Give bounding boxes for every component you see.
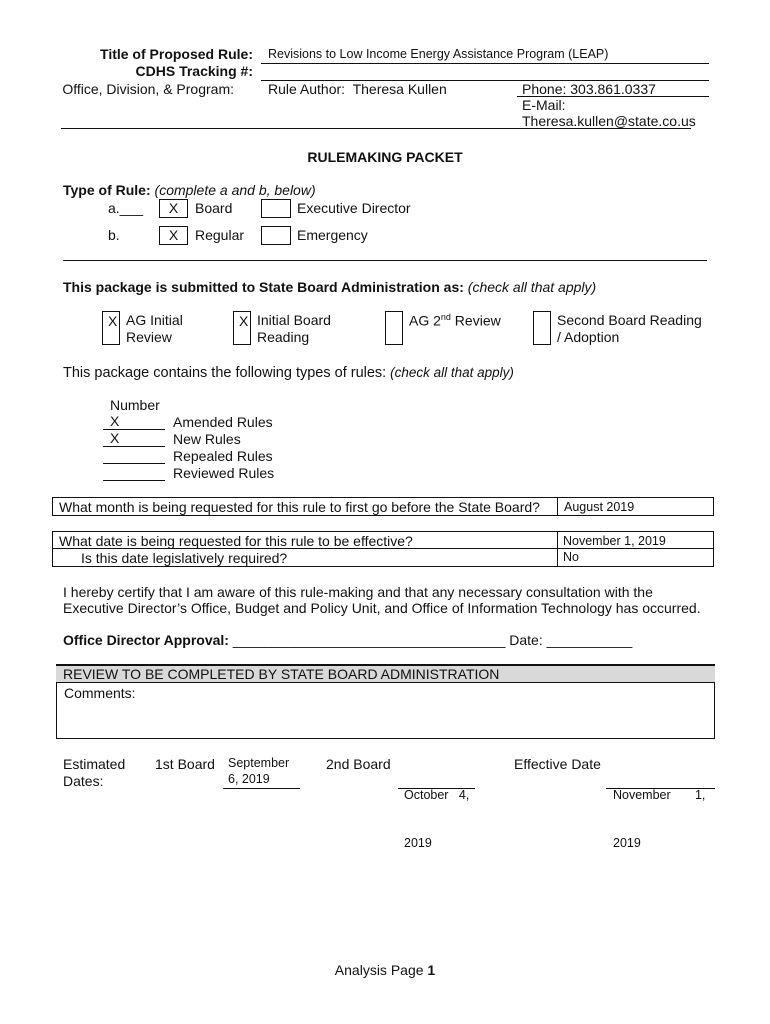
review-header-bar <box>56 664 715 682</box>
type-divider <box>63 260 707 261</box>
first-board-label: 1st Board <box>155 756 215 772</box>
estimated-dates-label <box>63 756 125 790</box>
review-header: REVIEW TO BE COMPLETED BY STATE BOARD ADMINISTRATION <box>63 666 500 682</box>
reviewed-count[interactable] <box>103 464 165 481</box>
reviewed-label: Reviewed Rules <box>173 465 275 481</box>
ag2-sup: nd <box>440 312 451 322</box>
comments-label: Comments: <box>64 685 136 701</box>
phone-field <box>522 81 656 97</box>
ag2-suffix: Review <box>450 312 501 329</box>
second-board-label <box>557 312 702 346</box>
header-divider <box>61 128 691 129</box>
effective-line1: November 1, <box>613 788 706 802</box>
first-board-date[interactable] <box>228 755 289 787</box>
effective-row-divider-left <box>53 548 557 549</box>
month-table <box>52 497 714 516</box>
executive-director-checkbox[interactable] <box>261 199 291 218</box>
initial-board-label <box>257 312 331 346</box>
effective-date-table <box>52 531 714 567</box>
approval-signature-line[interactable]: ___________________________________ <box>232 632 506 648</box>
comments-box[interactable] <box>56 682 715 739</box>
month-question: What month is being requested for this rule to first go before the State Board? <box>59 499 540 515</box>
footer-label: Analysis Page <box>334 962 424 978</box>
initial-board-line1: Initial Board <box>257 312 331 328</box>
effective-date-value[interactable]: November 1, 2019 <box>563 534 666 548</box>
second-board-underline <box>398 788 475 789</box>
first-board-line2: 6, 2019 <box>228 772 270 786</box>
row-b-label: b. <box>108 227 120 243</box>
new-count[interactable]: X <box>103 430 165 447</box>
initial-board-line2: Reading <box>257 329 310 345</box>
estimated-line1: Estimated <box>63 756 126 772</box>
submission-heading <box>63 279 596 295</box>
type-of-rule-hint: (complete a and b, below) <box>154 182 316 198</box>
approval-row <box>63 632 632 648</box>
email-label: E-Mail: <box>522 97 566 113</box>
tracking-label: CDHS Tracking #: <box>135 63 253 79</box>
email-value: Theresa.kullen@state.co.us <box>522 113 696 129</box>
author-field <box>268 81 447 97</box>
phone-value: 303.861.0337 <box>570 81 656 97</box>
approval-label: Office Director Approval: <box>63 632 229 648</box>
regular-checkbox[interactable]: X <box>159 226 188 245</box>
legislative-value[interactable]: No <box>563 550 579 564</box>
repealed-label: Repealed Rules <box>173 448 273 464</box>
second-board-date[interactable] <box>404 755 469 867</box>
board-label: Board <box>195 200 233 216</box>
regular-label: Regular <box>195 227 245 243</box>
ag-initial-label <box>126 312 183 346</box>
legislative-question: Is this date legislatively required? <box>81 550 288 566</box>
ag-initial-line1: AG Initial <box>126 312 183 328</box>
emergency-label: Emergency <box>297 227 368 243</box>
title-underline <box>261 63 709 64</box>
initial-board-checkbox[interactable]: X <box>233 311 251 345</box>
ag-second-review-label <box>409 312 501 329</box>
ag-initial-line2: Review <box>126 329 172 345</box>
first-board-line1: September <box>228 756 290 770</box>
approval-date-line[interactable]: ___________ <box>546 632 633 648</box>
executive-director-label: Executive Director <box>297 200 411 216</box>
rule-types-hint: (check all that apply) <box>390 365 514 380</box>
author-value: Theresa Kullen <box>352 81 447 97</box>
second-board-checkbox[interactable] <box>533 311 551 345</box>
ag-second-review-checkbox[interactable] <box>385 311 403 345</box>
amended-count[interactable]: X <box>103 413 165 430</box>
board-checkbox[interactable]: X <box>159 199 188 218</box>
effective-date-question: What date is being requested for this rule to be effective? <box>59 533 413 549</box>
type-of-rule-label: Type of Rule: <box>63 182 151 198</box>
row-a-label: a.___ <box>108 200 144 216</box>
type-of-rule-heading <box>63 182 316 198</box>
first-board-underline <box>223 788 300 789</box>
title-label: Title of Proposed Rule: <box>100 46 253 62</box>
repealed-count[interactable] <box>103 447 165 464</box>
emergency-checkbox[interactable] <box>261 226 291 245</box>
ag-initial-checkbox[interactable]: X <box>102 311 120 345</box>
author-label: Rule Author: <box>268 81 346 97</box>
amended-label: Amended Rules <box>173 414 273 430</box>
second-board-line2: / Adoption <box>557 329 620 345</box>
certification-line1: I hereby certify that I am aware of this rule-making and that any necessary consultation with the <box>63 584 653 600</box>
approval-date-label: Date: <box>509 632 543 648</box>
month-cell-divider <box>557 498 558 515</box>
rule-types-label: This package contains the following types of rules: <box>63 365 387 381</box>
second-board-date-label: 2nd Board <box>326 756 391 772</box>
second-board-line2: 2019 <box>404 836 432 850</box>
estimated-line2: Dates: <box>63 773 104 789</box>
phone-label: Phone: <box>522 81 567 97</box>
rule-types-heading <box>63 364 514 381</box>
effective-date-estimate[interactable] <box>613 755 705 867</box>
effective-cell-divider <box>557 532 558 566</box>
submission-hint: (check all that apply) <box>467 279 597 295</box>
new-label: New Rules <box>173 431 241 447</box>
certification-line2: Executive Director’s Office, Budget and Policy Unit, and Office of Information Technology has occurred. <box>63 600 701 616</box>
second-board-line1: October 4, <box>404 788 470 802</box>
packet-title: RULEMAKING PACKET <box>307 149 463 165</box>
effective-line2: 2019 <box>613 836 641 850</box>
month-value[interactable]: August 2019 <box>564 500 635 514</box>
submission-label: This package is submitted to State Board Administration as: <box>63 279 464 295</box>
effective-date-label: Effective Date <box>514 756 601 772</box>
title-value: Revisions to Low Income Energy Assistance Program (LEAP) <box>268 47 609 61</box>
page-footer <box>0 962 770 978</box>
effective-underline <box>606 788 715 789</box>
ag2-prefix: AG 2 <box>409 312 441 329</box>
number-header: Number <box>110 397 160 413</box>
second-board-line1: Second Board Reading <box>557 312 702 328</box>
footer-page-number: 1 <box>427 962 436 978</box>
effective-row-divider-right <box>557 548 713 549</box>
office-label: Office, Division, & Program: <box>62 81 234 97</box>
